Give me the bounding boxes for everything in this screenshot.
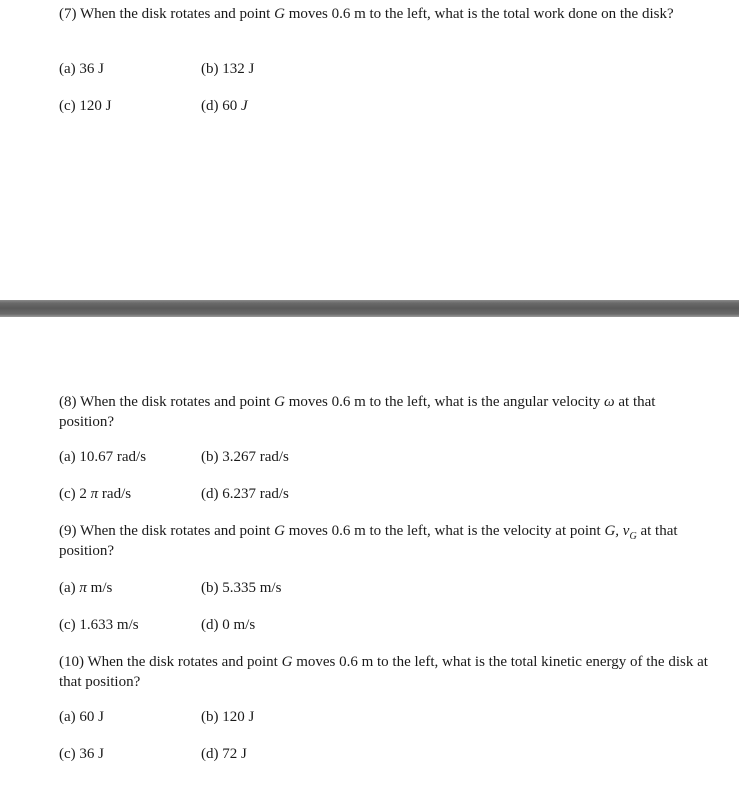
question-7 xyxy=(59,4,709,24)
pi-symbol: π xyxy=(79,580,87,596)
q10-option-d[interactable]: (d) 72 J xyxy=(201,746,247,762)
question-8-text: (8) When the disk rotates and point G moves 0.6 m to the left, what is the angular velocity ω at that position? xyxy=(59,394,656,430)
question-9 xyxy=(59,521,709,561)
q8-option-c[interactable]: (c) 2 π rad/s xyxy=(59,486,132,502)
question-9-text: (9) When the disk rotates and point G moves 0.6 m to the left, what is the velocity at point G, $v_G$ at that position? xyxy=(59,523,678,559)
q7-option-a[interactable]: (a) 36 J xyxy=(59,61,104,77)
pi-symbol: π xyxy=(90,486,99,502)
question-8 xyxy=(59,392,709,432)
page-separator xyxy=(0,300,739,317)
q8-option-d[interactable]: (d) 6.237 rad/s xyxy=(201,486,289,502)
q10-option-a[interactable]: (a) 60 J xyxy=(59,709,104,725)
q7-option-b[interactable]: (b) 132 J xyxy=(201,61,255,77)
q9-option-b[interactable]: (b) 5.335 m/s xyxy=(201,580,282,596)
q7-option-c[interactable]: (c) 120 J xyxy=(59,98,112,114)
q8-option-b[interactable]: (b) 3.267 rad/s xyxy=(201,449,289,465)
q9-option-d[interactable]: (d) 0 m/s xyxy=(201,617,256,633)
q10-option-c[interactable]: (c) 36 J xyxy=(59,746,104,762)
q7-option-d[interactable]: (d) 60 J xyxy=(201,98,248,114)
omega-symbol: ω xyxy=(604,394,615,410)
q10-option-b[interactable]: (b) 120 J xyxy=(201,709,255,725)
q9-option-c[interactable]: (c) 1.633 m/s xyxy=(59,617,139,633)
question-7-text: (7) When the disk rotates and point G moves 0.6 m to the left, what is the total work done on the disk? xyxy=(59,6,674,22)
q9-option-a[interactable]: (a) π m/s xyxy=(59,580,113,596)
question-10 xyxy=(59,652,709,692)
q8-option-a[interactable]: (a) 10.67 rad/s xyxy=(59,449,147,465)
question-10-text: (10) When the disk rotates and point G moves 0.6 m to the left, what is the total kinetic energy of the disk at that position? xyxy=(59,654,708,690)
page-top xyxy=(0,0,739,300)
